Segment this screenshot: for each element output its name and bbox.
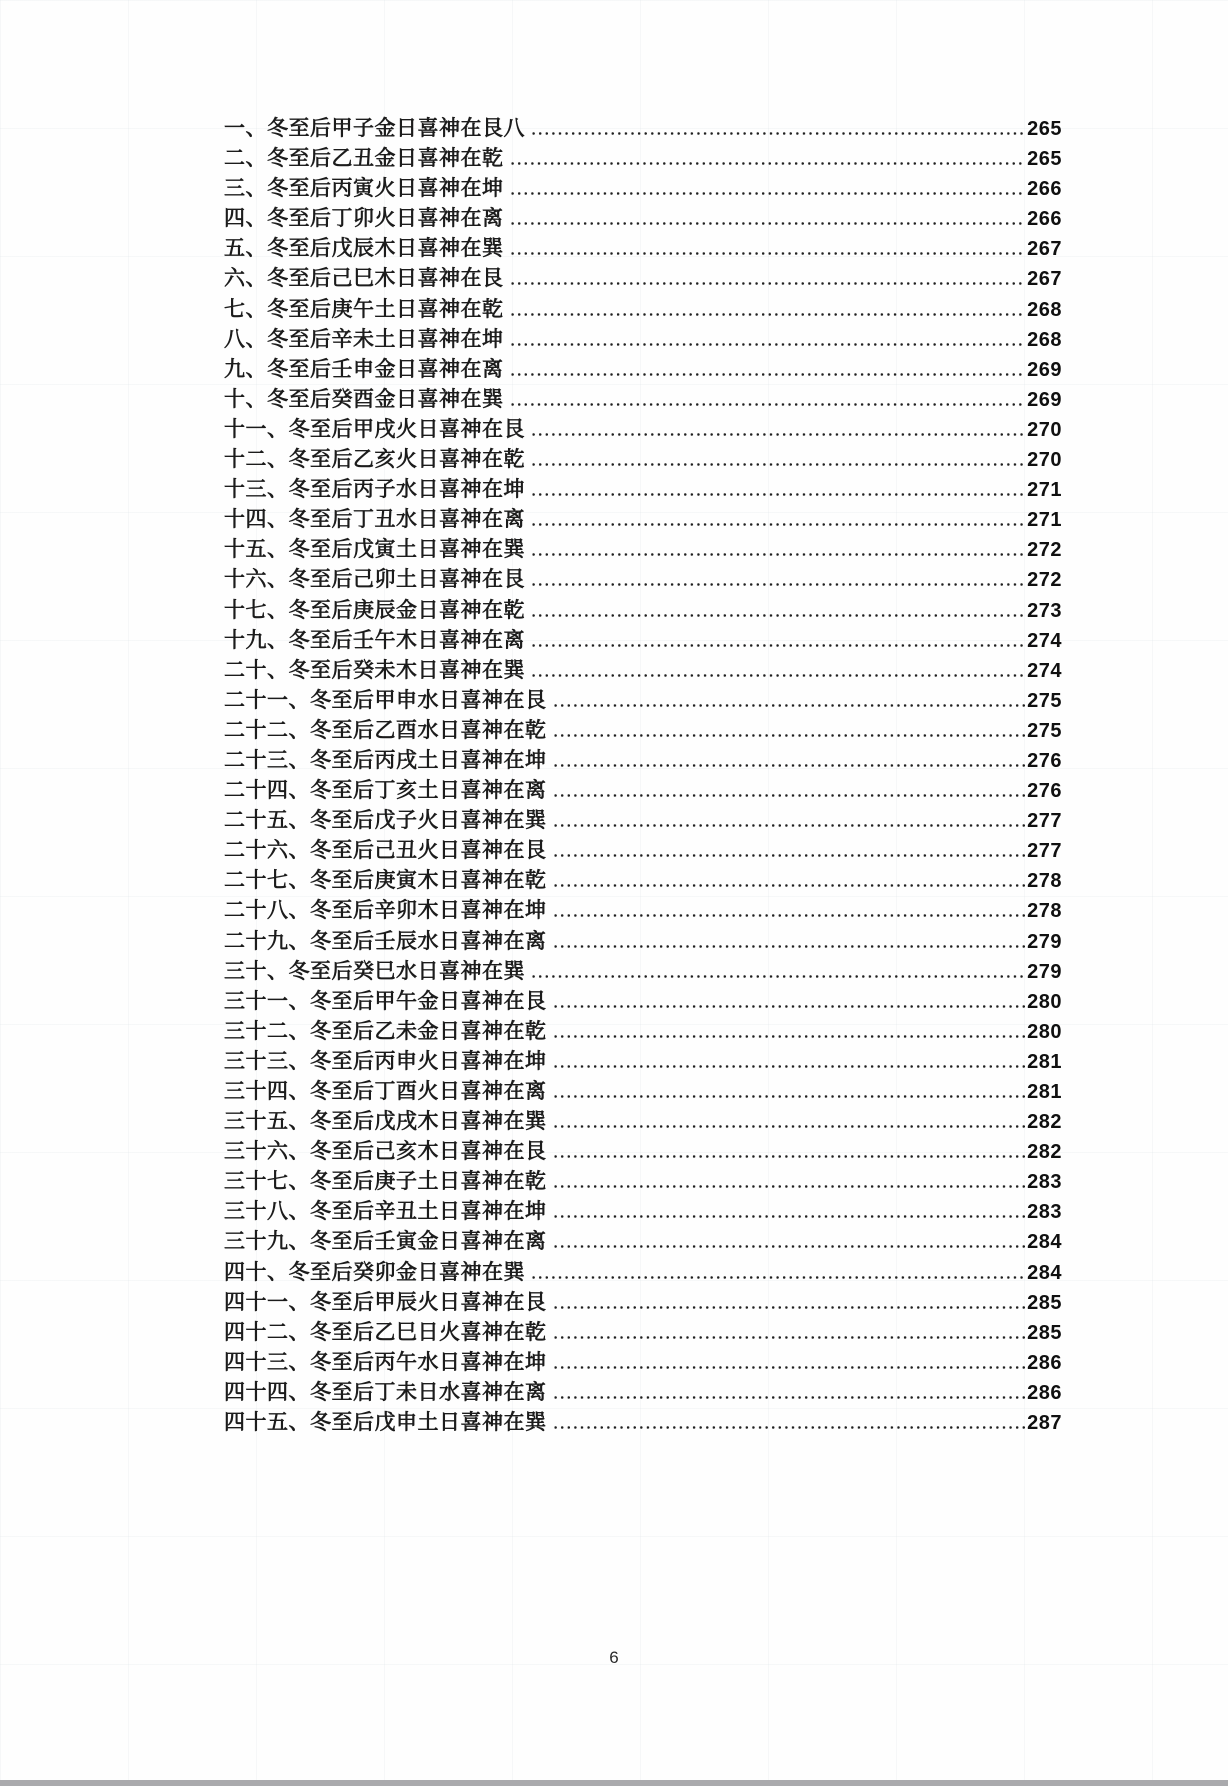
dot-leader (511, 282, 1026, 285)
scan-edge-bar (0, 1780, 1228, 1786)
toc-entry (224, 1136, 1062, 1166)
toc-entry-page-number: 282 (1027, 1141, 1062, 1164)
dot-leader (554, 1095, 1026, 1098)
toc-entry (224, 384, 1062, 414)
toc-entry-title: 十二、冬至后乙亥火日喜神在乾 (224, 447, 525, 472)
dot-leader (554, 854, 1026, 857)
toc-entry (224, 1166, 1062, 1196)
toc-entry (224, 504, 1062, 534)
toc-entry (224, 986, 1062, 1016)
dot-leader (554, 1306, 1026, 1309)
dot-leader (554, 1396, 1026, 1399)
toc-entry-page-number: 268 (1027, 298, 1062, 321)
dot-leader (511, 343, 1026, 346)
toc-entry-page-number: 274 (1027, 629, 1062, 652)
toc-entry-page-number: 285 (1027, 1291, 1062, 1314)
toc-entry-title: 四、冬至后丁卯火日喜神在离 (224, 206, 504, 231)
toc-entry (224, 173, 1062, 203)
toc-entry-title: 十六、冬至后己卯土日喜神在艮 (224, 567, 525, 592)
dot-leader (554, 945, 1026, 948)
toc-entry-title: 三十七、冬至后庚子土日喜神在乾 (224, 1169, 547, 1194)
toc-entry-page-number: 281 (1027, 1050, 1062, 1073)
toc-entry-title: 十、冬至后癸酉金日喜神在巽 (224, 386, 504, 411)
dot-leader (554, 1366, 1026, 1369)
toc-entry-page-number: 265 (1027, 148, 1062, 171)
toc-entry (224, 354, 1062, 384)
dot-leader (511, 192, 1026, 195)
toc-entry-title: 二十八、冬至后辛卯木日喜神在坤 (224, 898, 547, 923)
toc-entry-title: 二十六、冬至后己丑火日喜神在艮 (224, 838, 547, 863)
toc-entry-page-number: 286 (1027, 1381, 1062, 1404)
toc-entry-title: 二十七、冬至后庚寅木日喜神在乾 (224, 868, 547, 893)
toc-entry-title: 三十三、冬至后丙申火日喜神在坤 (224, 1048, 547, 1073)
toc-entry (224, 865, 1062, 895)
dot-leader (554, 734, 1026, 737)
dot-leader (554, 884, 1026, 887)
toc-entry-title: 四十、冬至后癸卯金日喜神在巽 (224, 1259, 525, 1284)
toc-entry-page-number: 281 (1027, 1081, 1062, 1103)
toc-entry-page-number: 277 (1027, 840, 1062, 863)
toc-entry-page-number: 285 (1027, 1321, 1062, 1344)
dot-leader (532, 433, 1025, 436)
toc-entry (224, 263, 1062, 293)
toc-entry (224, 1196, 1062, 1226)
dot-leader (532, 583, 1025, 586)
toc-entry-title: 十一、冬至后甲戌火日喜神在艮 (224, 416, 525, 441)
page-number-footer: 6 (609, 1648, 619, 1667)
toc-entry-page-number: 269 (1027, 388, 1062, 411)
toc-entry (224, 1317, 1062, 1347)
toc-entry (224, 595, 1062, 625)
toc-entry-title: 二十九、冬至后壬辰水日喜神在离 (224, 928, 547, 953)
toc-entry-title: 三十一、冬至后甲午金日喜神在艮 (224, 988, 547, 1013)
toc-entry (224, 1377, 1062, 1407)
toc-entry-page-number: 278 (1027, 870, 1062, 893)
dot-leader (532, 553, 1025, 556)
toc-entry (224, 1016, 1062, 1046)
toc-entry (224, 113, 1062, 143)
toc-entry (224, 835, 1062, 865)
toc-entry-title: 九、冬至后壬申金日喜神在离 (224, 356, 504, 381)
dot-leader (554, 1215, 1026, 1218)
dot-leader (554, 824, 1026, 827)
dot-leader (532, 523, 1025, 526)
dot-leader (554, 1035, 1026, 1038)
toc-entry-title: 三、冬至后丙寅火日喜神在坤 (224, 176, 504, 201)
dot-leader (532, 975, 1025, 978)
toc-entry-page-number: 273 (1027, 599, 1062, 622)
toc-entry-page-number: 267 (1027, 268, 1062, 291)
toc-entry-page-number: 270 (1027, 418, 1062, 441)
toc-entry-page-number: 284 (1027, 1261, 1062, 1284)
toc-entry-title: 四十五、冬至后戊申土日喜神在巽 (224, 1410, 547, 1435)
toc-entry (224, 1076, 1062, 1106)
dot-leader (554, 764, 1026, 767)
toc-entry-title: 二十二、冬至后乙酉水日喜神在乾 (224, 717, 547, 742)
toc-entry (224, 534, 1062, 564)
toc-entry (224, 956, 1062, 986)
dot-leader (532, 463, 1025, 466)
toc-entry-page-number: 277 (1027, 810, 1062, 833)
toc-entry-page-number: 279 (1027, 930, 1062, 953)
dot-leader (554, 1155, 1026, 1158)
toc-entry-page-number: 276 (1027, 749, 1062, 772)
toc-entry-page-number: 279 (1027, 960, 1062, 983)
toc-entry-page-number: 268 (1027, 328, 1062, 351)
toc-list (224, 113, 1062, 1437)
toc-entry-title: 二、冬至后乙丑金日喜神在乾 (224, 146, 504, 171)
toc-entry (224, 564, 1062, 594)
dot-leader (554, 1065, 1026, 1068)
dot-leader (554, 914, 1026, 917)
toc-entry (224, 1106, 1062, 1136)
toc-entry (224, 203, 1062, 233)
toc-entry-page-number: 283 (1027, 1171, 1062, 1194)
toc-entry (224, 1347, 1062, 1377)
toc-entry-title: 四十二、冬至后乙巳日火喜神在乾 (224, 1319, 547, 1344)
toc-entry (224, 655, 1062, 685)
toc-entry-title: 二十四、冬至后丁亥土日喜神在离 (224, 778, 547, 803)
toc-entry-page-number: 284 (1027, 1231, 1062, 1254)
toc-entry-page-number: 271 (1027, 509, 1062, 532)
toc-entry (224, 805, 1062, 835)
toc-entry-page-number: 272 (1027, 539, 1062, 562)
dot-leader (511, 373, 1026, 376)
toc-entry (224, 444, 1062, 474)
toc-entry-title: 二十、冬至后癸未木日喜神在巽 (224, 657, 525, 682)
dot-leader (511, 252, 1026, 255)
toc-entry-page-number: 286 (1027, 1351, 1062, 1374)
toc-entry-title: 二十三、冬至后丙戌土日喜神在坤 (224, 747, 547, 772)
toc-entry (224, 685, 1062, 715)
toc-entry-page-number: 280 (1027, 990, 1062, 1013)
toc-entry-title: 十三、冬至后丙子水日喜神在坤 (224, 477, 525, 502)
dot-leader (554, 704, 1026, 707)
toc-entry-title: 十九、冬至后壬午木日喜神在离 (224, 627, 525, 652)
toc-entry-title: 一、冬至后甲子金日喜神在艮八 (224, 116, 525, 140)
toc-entry (224, 625, 1062, 655)
toc-entry-page-number: 274 (1027, 659, 1062, 682)
toc-entry-title: 十五、冬至后戊寅土日喜神在巽 (224, 537, 525, 562)
toc-entry (224, 324, 1062, 354)
toc-entry-title: 二十一、冬至后甲申水日喜神在艮 (224, 687, 547, 712)
toc-entry-page-number: 275 (1027, 689, 1062, 712)
toc-entry-title: 四十一、冬至后甲辰火日喜神在艮 (224, 1289, 547, 1314)
dot-leader (554, 1005, 1026, 1008)
toc-entry-page-number: 287 (1027, 1412, 1062, 1435)
dot-leader (511, 222, 1026, 225)
toc-entry-page-number: 266 (1027, 208, 1062, 231)
toc-entry (224, 926, 1062, 956)
toc-entry-title: 七、冬至后庚午土日喜神在乾 (224, 296, 504, 321)
dot-leader (511, 162, 1026, 165)
toc-entry-page-number: 265 (1027, 118, 1062, 140)
toc-entry-page-number: 269 (1027, 358, 1062, 381)
toc-entry-title: 三十五、冬至后戊戌木日喜神在巽 (224, 1109, 547, 1134)
toc-entry-title: 三十六、冬至后己亥木日喜神在艮 (224, 1139, 547, 1164)
dot-leader (532, 614, 1025, 617)
toc-entry-page-number: 283 (1027, 1201, 1062, 1224)
dot-leader (532, 132, 1025, 135)
dot-leader (511, 403, 1026, 406)
dot-leader (532, 493, 1025, 496)
dot-leader (554, 1125, 1026, 1128)
toc-entry-title: 十四、冬至后丁丑水日喜神在离 (224, 507, 525, 532)
toc-entry-title: 三十、冬至后癸巳水日喜神在巽 (224, 958, 525, 983)
toc-entry-title: 三十八、冬至后辛丑土日喜神在坤 (224, 1199, 547, 1224)
toc-entry (224, 294, 1062, 324)
toc-entry-title: 三十九、冬至后壬寅金日喜神在离 (224, 1229, 547, 1254)
toc-entry-page-number: 267 (1027, 238, 1062, 261)
dot-leader (532, 1276, 1025, 1279)
toc-entry (224, 895, 1062, 925)
dot-leader (511, 313, 1026, 316)
toc-entry-title: 六、冬至后己巳木日喜神在艮 (224, 266, 504, 291)
toc-entry-page-number: 278 (1027, 900, 1062, 923)
toc-entry-page-number: 270 (1027, 449, 1062, 472)
toc-entry (224, 715, 1062, 745)
toc-entry (224, 143, 1062, 173)
toc-entry (224, 1046, 1062, 1076)
toc-entry-page-number: 271 (1027, 479, 1062, 502)
toc-entry-title: 三十二、冬至后乙未金日喜神在乾 (224, 1018, 547, 1043)
toc-entry-title: 二十五、冬至后戊子火日喜神在巽 (224, 808, 547, 833)
toc-entry-title: 三十四、冬至后丁酉火日喜神在离 (224, 1079, 547, 1103)
toc-entry-page-number: 266 (1027, 178, 1062, 201)
toc-entry (224, 1407, 1062, 1437)
dot-leader (532, 644, 1025, 647)
toc-entry (224, 1226, 1062, 1256)
toc-entry (224, 414, 1062, 444)
toc-entry (224, 1287, 1062, 1317)
dot-leader (554, 1185, 1026, 1188)
toc-entry-page-number: 280 (1027, 1020, 1062, 1043)
toc-entry (224, 775, 1062, 805)
dot-leader (532, 674, 1025, 677)
toc-entry (224, 233, 1062, 263)
toc-entry (224, 745, 1062, 775)
dot-leader (554, 1336, 1026, 1339)
toc-entry (224, 474, 1062, 504)
toc-entry-page-number: 275 (1027, 719, 1062, 742)
toc-entry (224, 1257, 1062, 1287)
dot-leader (554, 794, 1026, 797)
toc-entry-page-number: 272 (1027, 569, 1062, 592)
dot-leader (554, 1245, 1026, 1248)
toc-entry-title: 四十四、冬至后丁未日水喜神在离 (224, 1379, 547, 1404)
toc-entry-title: 八、冬至后辛未土日喜神在坤 (224, 326, 504, 351)
toc-entry-page-number: 276 (1027, 780, 1062, 803)
dot-leader (554, 1426, 1026, 1429)
toc-entry-page-number: 282 (1027, 1111, 1062, 1134)
toc-entry-title: 五、冬至后戊辰木日喜神在巽 (224, 236, 504, 261)
toc-entry-title: 四十三、冬至后丙午水日喜神在坤 (224, 1349, 547, 1374)
toc-entry-title: 十七、冬至后庚辰金日喜神在乾 (224, 597, 525, 622)
